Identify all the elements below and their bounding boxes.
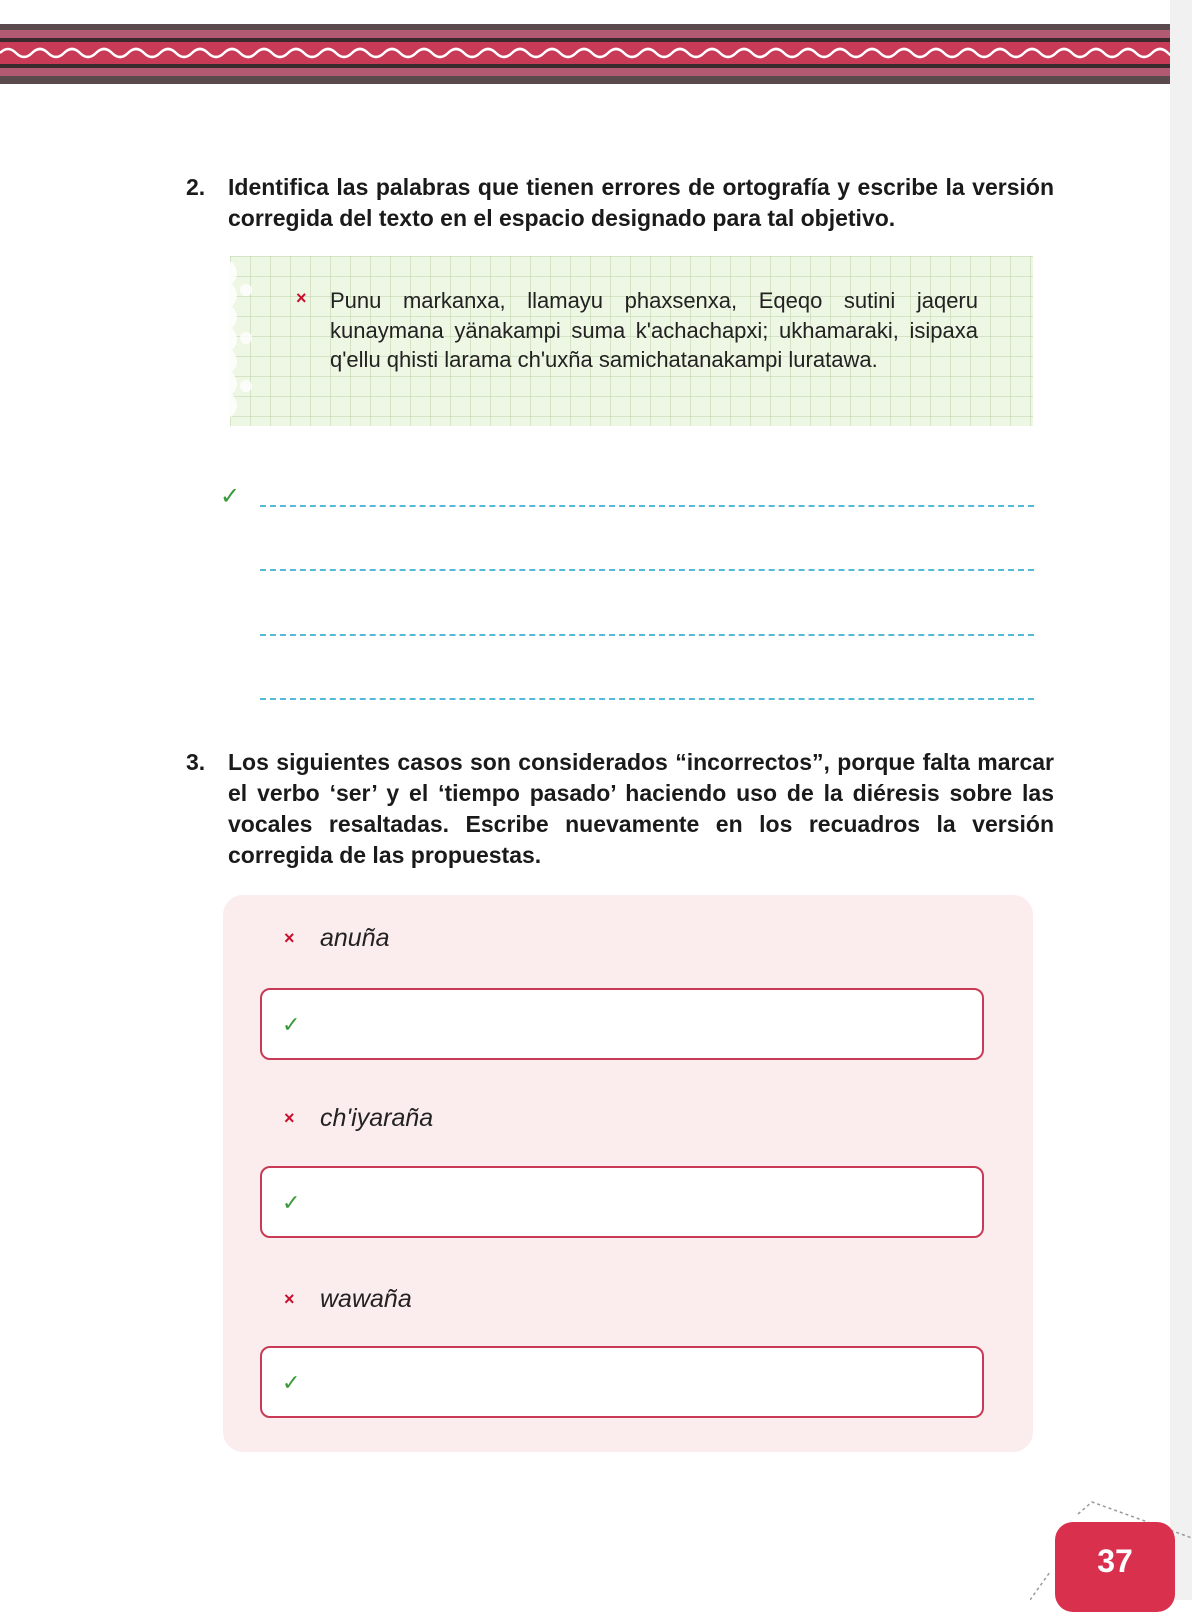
word-label: anuña <box>320 924 390 952</box>
answer-line-1[interactable] <box>260 505 1034 507</box>
decorative-woven-band <box>0 24 1192 84</box>
incorrect-word-1 <box>284 924 390 953</box>
question-3-text: Los siguientes casos son considerados “incorrectos”, porque falta marcar el verbo ‘ser’ y el ‘tiempo pasado’ haciendo uso de la diéresis sobre las vocales resaltadas. Escribe nuevamente en los recuadros la versión corregida de las propuestas. <box>228 749 1054 868</box>
answer-box-1[interactable] <box>260 988 984 1060</box>
question-2-number: 2. <box>186 174 206 200</box>
answer-box-3[interactable] <box>260 1346 984 1418</box>
answer-line-3[interactable] <box>260 634 1034 636</box>
answer-line-2[interactable] <box>260 569 1034 571</box>
question-2 <box>186 172 1054 234</box>
correct-mark-icon: ✓ <box>282 1190 301 1215</box>
question-2-text: Identifica las palabras que tienen errores de ortografía y escribe la versión corregida del texto en el espacio designado para tal objetivo. <box>228 174 1054 231</box>
wrong-mark-icon: × <box>284 1289 295 1309</box>
incorrect-paragraph: Punu markanxa, llamayu phaxsenxa, Eqeqo sutini jaqeru kunaymana yänakampi suma k'achachapxi; ukhamaraki, isipaxa q'ellu qhisti larama ch'uxña samichatanakampi luratawa. <box>330 288 978 372</box>
incorrect-word-2 <box>284 1104 433 1133</box>
page-number: 37 <box>1055 1522 1175 1612</box>
wrong-mark-icon: × <box>296 288 307 308</box>
torn-paper-edge <box>224 262 260 422</box>
wrong-mark-icon: × <box>284 1108 295 1128</box>
correct-mark-icon: ✓ <box>282 1370 301 1395</box>
correct-mark-icon: ✓ <box>220 483 241 510</box>
wrong-mark-icon: × <box>284 928 295 948</box>
answer-line-4[interactable] <box>260 698 1034 700</box>
word-label: ch'iyaraña <box>320 1104 434 1132</box>
question-3 <box>186 747 1054 871</box>
correct-mark-icon: ✓ <box>282 1012 301 1037</box>
word-label: wawaña <box>320 1285 412 1313</box>
incorrect-word-3 <box>284 1285 412 1314</box>
page-edge <box>1170 0 1192 1600</box>
question-3-number: 3. <box>186 749 206 775</box>
incorrect-text-note <box>230 256 1033 426</box>
answer-box-2[interactable] <box>260 1166 984 1238</box>
